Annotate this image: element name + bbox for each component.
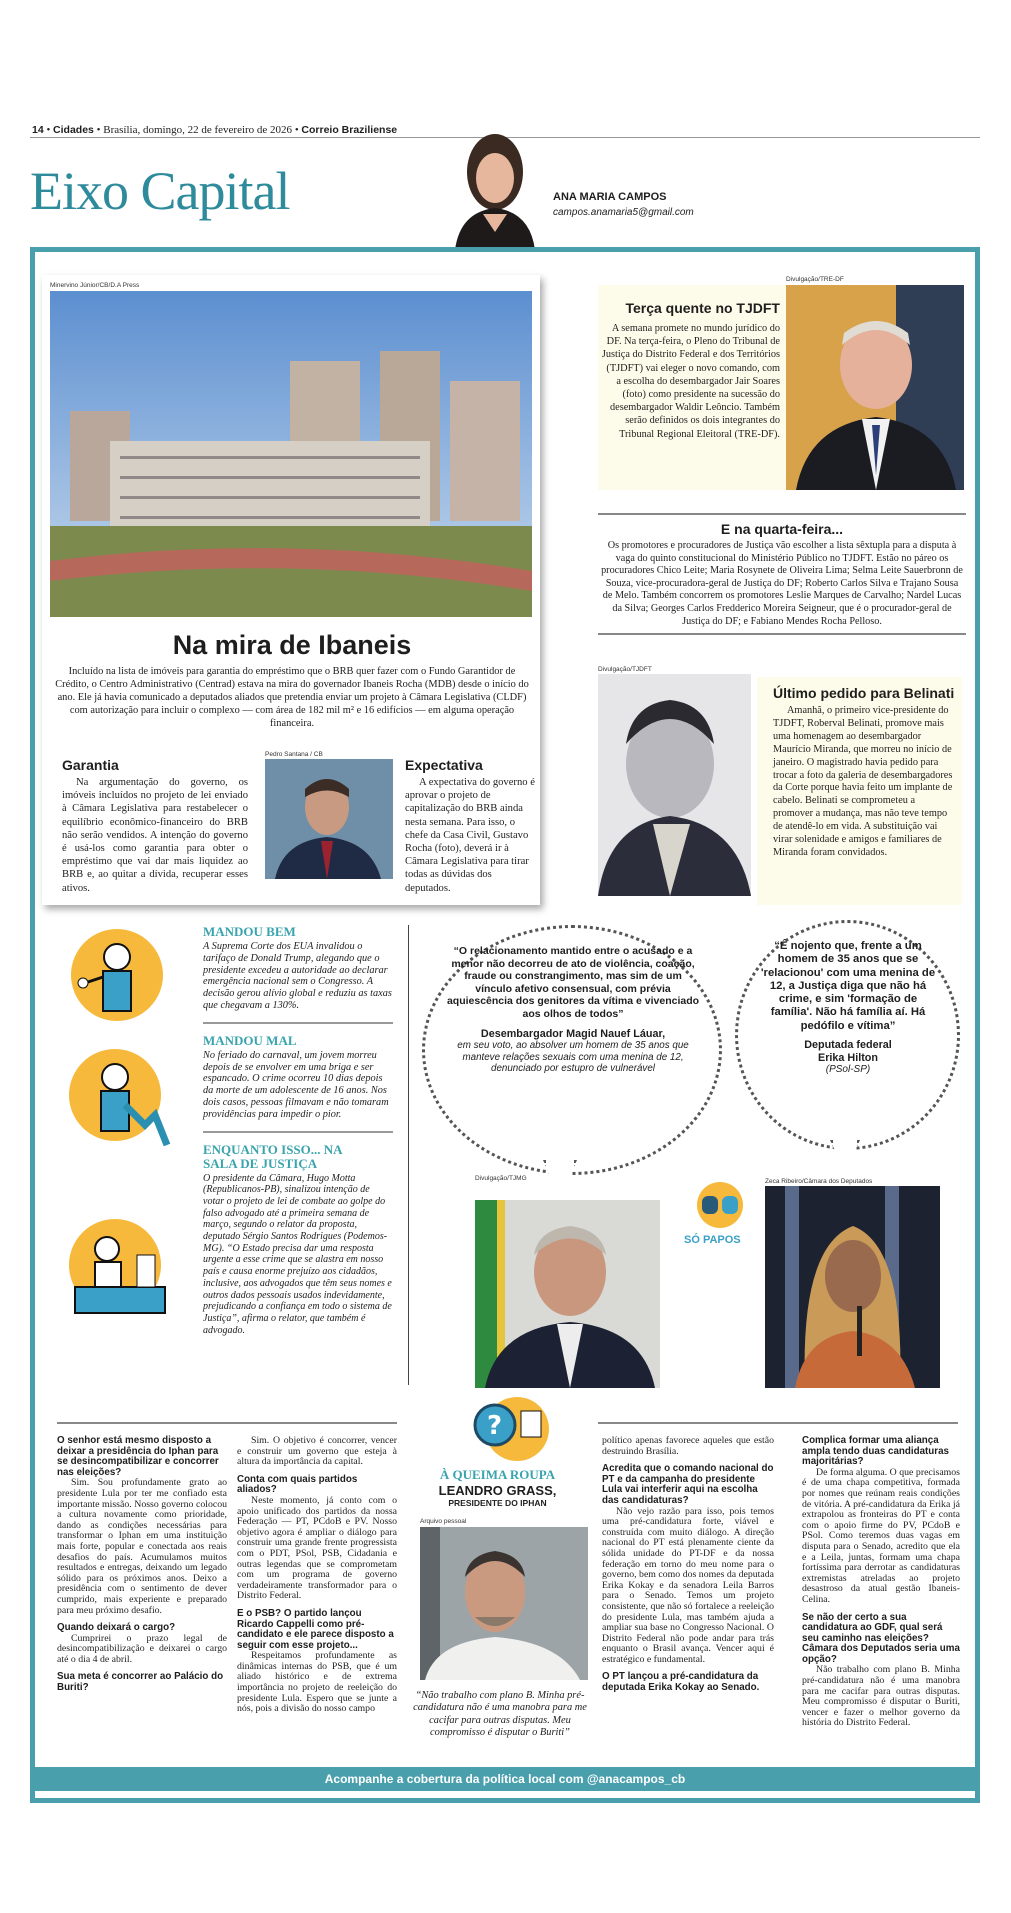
jair-soares-photo (786, 285, 964, 490)
interview-kicker: À QUEIMA ROUPA (439, 1467, 556, 1482)
divider (598, 633, 966, 635)
interview-question: O PT lançou a pré-candidatura da deputada Erika Kokay ao Senado. (602, 1671, 760, 1694)
photo-credit: Divulgação/TJDFT (598, 666, 652, 673)
interview-column (57, 1436, 227, 1694)
photo-credit: Zeca Ribeiro/Câmara dos Deputados (765, 1178, 873, 1185)
quote-block (445, 945, 701, 1075)
quote-block (758, 940, 938, 1075)
interview-column (802, 1436, 960, 1729)
social-footer-bar[interactable]: Acompanhe a cobertura da política local com @anacampos_cb (35, 1767, 975, 1791)
photo-credit: Pedro Santana / CB (265, 751, 323, 758)
enquanto-isso-heading: ENQUANTO ISSO... NA SALA DE JUSTIÇA (203, 1141, 342, 1171)
interviewee-name: LEANDRO GRASS, (438, 1483, 557, 1498)
interview-answer: Neste momento, já conto com o apoio unificado dos partidos da nossa Federação — PT, PCdoB e PV. Nosso objetivo agora é ampliar o diálogo para construir uma grande frente progressista com o PDT, PSol, PSB, Cidadania e outras legendas que se comprometam com um programa de governo verdadeiramente transformador para o Distrito Federal. (237, 1494, 397, 1602)
page-number: 14 (32, 124, 44, 136)
centrad-building-photo (50, 291, 532, 617)
folio-line: 14 • Cidades • Brasília, domingo, 22 de fevereiro de 2026 • Correio Braziliense (32, 124, 398, 136)
interview-header (405, 1467, 590, 1508)
quarta-heading: E na quarta-feira... (720, 521, 844, 537)
lead-headline: Na mira de Ibaneis (172, 630, 412, 660)
lead-body: Incluído na lista de imóveis para garantia do empréstimo que o BRB quer fazer com o Fundo Garantidor de Crédito, o Centro Administrativo (Centrad) estava na mira do governador Ibaneis Rocha (MDB) desde o início do ano. Ele já havia comunicado a deputados aliados que pretendia enviar um projeto à Câmara Legislativa (CLDF) com autorização para incluir o complexo — com área de 182 mil m² e 16 edifícios — em alguma operação financeira. (55, 666, 529, 729)
mauricio-miranda-photo (598, 674, 751, 896)
author-photo (450, 132, 540, 250)
interview-answer: Sim. O objetivo é concorrer, vencer e construir um governo que esteja à altura da importância da capital. (237, 1435, 397, 1468)
section-name: Cidades (53, 124, 94, 136)
quote-context: em seu voto, ao absolver um homem de 35 anos que manteve relações sexuais com uma menina de 12, denunciado por estupro de vulnerável (457, 1040, 689, 1075)
svg-text:?: ? (487, 1411, 503, 1441)
leandro-grass-photo (420, 1527, 588, 1680)
dateline: Brasília, domingo, 22 de fevereiro de 2026 (103, 124, 293, 136)
quote-text: “O relacionamento mantido entre o acusado e a menor não decorreu de ato de violência, coação, fraude ou constrangimento, mas sim de um vínculo afetivo consensual, com prévia aquiescência dos genitores da vítima e vivenciado aos olhos de todos” (446, 945, 700, 1020)
notes-column (203, 925, 393, 1336)
divider (57, 1422, 397, 1424)
belinati-heading: Último pedido para Belinati (773, 685, 955, 701)
photo-credit: Divulgação/TJMG (475, 1175, 527, 1182)
quote-author: Deputada federal Erika Hilton (804, 1039, 892, 1064)
interview-answer: Não trabalho com plano B. Minha pré-candidatura não é uma manobra para me cacifar para outras disputas. Meu compromisso é disputar o Buriti, vencer e fazer o melhor governo da história do Distrito Federal. (802, 1664, 960, 1729)
interview-pull-quote: “Não trabalho com plano B. Minha pré-candidatura não é uma manobra para me cacifar para outras disputas. Meu compromisso é disputar o Buriti” (413, 1690, 587, 1738)
author-email[interactable]: campos.anamaria5@gmail.com (553, 207, 694, 218)
quote-context: (PSol-SP) (825, 1064, 871, 1076)
gustavo-rocha-photo (265, 759, 393, 879)
quarta-block (598, 513, 966, 635)
interview-column (237, 1436, 397, 1715)
vertical-divider (408, 925, 409, 1385)
interview-question: Sua meta é concorrer ao Palácio do Buriti? (57, 1671, 224, 1694)
quote-author: Desembargador Magid Nauef Láuar, (480, 1027, 666, 1040)
interview-answer: De forma alguma. O que precisamos é de uma chapa competitiva, formada por nomes que reúnam reais condições de vitória. A pré-candidatura da Erika já extrapolou as fronteiras do PT e conta com o apoio firme do PV, PCdoB e PSol. Como teremos duas vagas em disputa para o Senado, acredito que ela e a Leila, juntas, formam uma chapa fortíssima para derrotar as candidaturas extremistas atreladas ao projeto desastroso da atual gestão Ibaneis-Celina. (802, 1466, 960, 1605)
mandou-bem-icon (55, 925, 180, 1030)
photo-credit: Divulgação/TRE-DF (786, 276, 844, 283)
garantia-block (62, 757, 248, 895)
interview-answer: Não vejo razão para isso, pois temos uma pré-candidatura forte, viável e construída com muito diálogo. A direção nacional do PT está plenamente ciente da sólida unidade do PT-DF e da nossa federação em torno do meu nome para o governo, bem como dos nomes da deputada Erika Kokay e da senadora Leila Barros para o Senado. Temos um projeto consistente, que não só fortalece a reeleição do presidente Lula, mas também ajuda a ampliar sua base no Congresso Nacional. O Distrito Federal não pode andar para trás enquanto o Brasil avança. Vencer aqui é estratégico e fundamental. (602, 1505, 774, 1665)
so-papos-label: SÓ PAPOS (684, 1234, 741, 1246)
erika-hilton-photo (765, 1186, 940, 1388)
interview-question: E o PSB? O partido lançou Ricardo Cappelli como pré-candidato e ele parece disposto a seguir com esse projeto... (237, 1607, 394, 1651)
mandou-mal-body: No feriado do carnaval, um jovem morreu depois de se envolver em uma briga e ser espancado. O crime ocorreu 10 dias depois da morte de um adolescente de 16 anos. Nos dois casos, pessoas filmavam e não tomaram providências para impedir o pior. (203, 1049, 389, 1120)
belinati-body: Amanhã, o primeiro vice-presidente do TJDFT, Roberval Belinati, promove mais uma homenagem ao desembargador Maurício Miranda, que morreu no início de janeiro. O magistrado havia pedido para trocar a foto da galeria de desembargadores da Corte porque havia feito um implante de cabelo. Belinati se comprometeu a promover a mudança, mas não teve tempo de atendê-lo em vida. A substituição vai virar solenidade e amigos e familiares de Miranda foram convidados. (773, 705, 953, 858)
column-title: Eixo Capital (30, 161, 290, 221)
belinati-block (773, 685, 955, 860)
interview-answer: Sim. Sou profundamente grato ao presidente Lula por ter me confiado esta importante missão. Nosso governo colocou a cultura novamente como prioridade, dando as condições necessárias para transformar o Iphan em uma instituição mais forte, popular e conectada aos reais desafios do país. Acumulamos muitos resultados e entregas, deixando um legado sólido para os próximos anos. Deixo a presidência com o sentimento de dever cumprido, mais experiente e preparado para meu próximo desafio. (57, 1477, 227, 1616)
mandou-bem-body: A Suprema Corte dos EUA invalidou o tarifaço de Donald Trump, alegando que o presidente excedeu a autoridade ao declarar emergência nacional sem o Congresso. A decisão gerou alívio global e reduziu as taxas que chegavam a 130%. (203, 941, 392, 1011)
terca-body: A semana promete no mundo jurídico do DF. Na terça-feira, o Pleno do Tribunal de Justiça do Distrito Federal e dos Territórios (TJDFT) vai eleger o novo comando, com a escolha do desembargador Jair Soares (foto) como presidente na sucessão do desembargador Waldir Leôncio. Também serão definidos os dois integrantes do Tribunal Regional Eleitoral (TRE-DF). (601, 323, 780, 440)
so-papos-icon (690, 1180, 750, 1235)
interview-question: Conta com quais partidos aliados? (237, 1473, 358, 1496)
mandou-mal-icon (55, 1045, 180, 1160)
quote-text: “É nojento que, frente a um homem de 35 anos que se 'relacionou' com uma menina de 12, a Justiça diga que não há crime, e sim 'formação de família'. Não há família aí. Há pedófilo e vítima” (760, 940, 936, 1032)
question-mark-icon (455, 1395, 565, 1470)
terca-heading: Terça quente no TJDFT (625, 300, 780, 316)
interview-answer: Cumprirei o prazo legal de desincompatibilização e deixarei o cargo até o dia 4 de abril. (57, 1632, 227, 1665)
lead-text (52, 630, 532, 730)
interview-question: O senhor está mesmo disposto a deixar a presidência do Iphan para se desincompatibilizar e concorrer nas eleições? (57, 1435, 219, 1478)
interview-answer: político apenas favorece aqueles que estão destruindo Brasília. (602, 1435, 774, 1457)
magid-lauar-photo (475, 1200, 660, 1388)
photo-credit: Minervino Júnior/CB/D.A Press (50, 282, 140, 289)
divider (598, 1422, 958, 1424)
author-name: ANA MARIA CAMPOS (553, 191, 667, 203)
enquanto-isso-body: O presidente da Câmara, Hugo Motta (Republicanos-PB), sinalizou intenção de votar o projeto de lei de combate ao golpe do falso advogado até a primeira semana de março, segundo o relator da proposta, deputado Sérgio Santos Rodrigues (Podemos-MG). “O Estado precisa dar uma resposta urgente a esse crime que se alastra em nosso país e causa enorme prejuízo aos cidadãos, inclusive, aos advogados que têm seus nomes e outros dados pessoais usados indevidamente, prejudicando a confiança em todo o sistema de Justiça”, afirma o relator, que também é advogado. (203, 1172, 392, 1336)
garantia-heading: Garantia (62, 757, 119, 773)
interview-question: Quando deixará o cargo? (57, 1622, 176, 1634)
terca-block (600, 300, 780, 441)
expectativa-block (405, 757, 535, 895)
interviewee-role: PRESIDENTE DO IPHAN (448, 1498, 547, 1508)
interview-question: Se não der certo a sua candidatura ao GDF, qual será seu caminho nas eleições? Câmara dos Deputados seria uma opção? (802, 1611, 960, 1665)
justice-desk-icon (55, 1215, 180, 1330)
mandou-mal-heading: MANDOU MAL (203, 1032, 297, 1048)
newspaper-name: Correio Braziliense (301, 124, 398, 136)
divider (598, 513, 966, 515)
interview-answer: Respeitamos profundamente as dinâmicas internas do PSB, que é um aliado histórico e de extrema importância no projeto de reeleição do presidente Lula. Espero que se junte a nós, pois a divisão do nosso campo (237, 1650, 397, 1715)
divider (203, 1131, 393, 1133)
expectativa-body: A expectativa do governo é aprovar o projeto de capitalização do BRB ainda nesta semana. Para isso, o chefe da Casa Civil, Gustavo Rocha (foto), deverá ir à Câmara Legislativa para tirar todas as dúvidas dos deputados. (405, 777, 535, 894)
garantia-body: Na argumentação do governo, os imóveis incluídos no projeto de lei enviado à Câmara Legislativa para restabelecer o equilíbrio econômico-financeiro do BRB não serão vendidos. A intenção do governo é usá-los como garantia para obter o empréstimo que vai dar mais liquidez ao BRB e, ao quitar a dívida, recuperar esses ativos. (62, 777, 248, 894)
interview-column (602, 1436, 774, 1694)
interview-question: Acredita que o comando nacional do PT e da campanha do presidente Lula vai interferir aqui na escolha das candidaturas? (602, 1463, 774, 1506)
interview-question: Complica formar uma aliança ampla tendo duas candidaturas majoritárias? (802, 1435, 949, 1468)
mandou-bem-heading: MANDOU BEM (203, 924, 296, 939)
photo-credit: Arquivo pessoal (420, 1518, 467, 1525)
quarta-body: Os promotores e procuradores de Justiça vão escolher a lista sêxtupla para a disputa à vaga do quinto constitucional do Ministério Público no TJDFT. Estão no páreo os procuradores Chico Leite; Maria Rosynete de Oliveira Lima; Selma Leite Sauerbronn de Souza, vice-procuradora-geral de Justiça do DF; Roberto Carlos Silva e Trajano Sousa de Melo. Também concorrem os promotores Leslie Marques de Carvalho; Nardel Lucas da Silva; Georges Carlos Fredderico Moreira Seigneur, que é o procurador-geral de Justiça do DF; e Fabiano Mendes Rocha Pelloso. (601, 540, 963, 627)
divider (203, 1022, 393, 1024)
expectativa-heading: Expectativa (405, 757, 483, 773)
